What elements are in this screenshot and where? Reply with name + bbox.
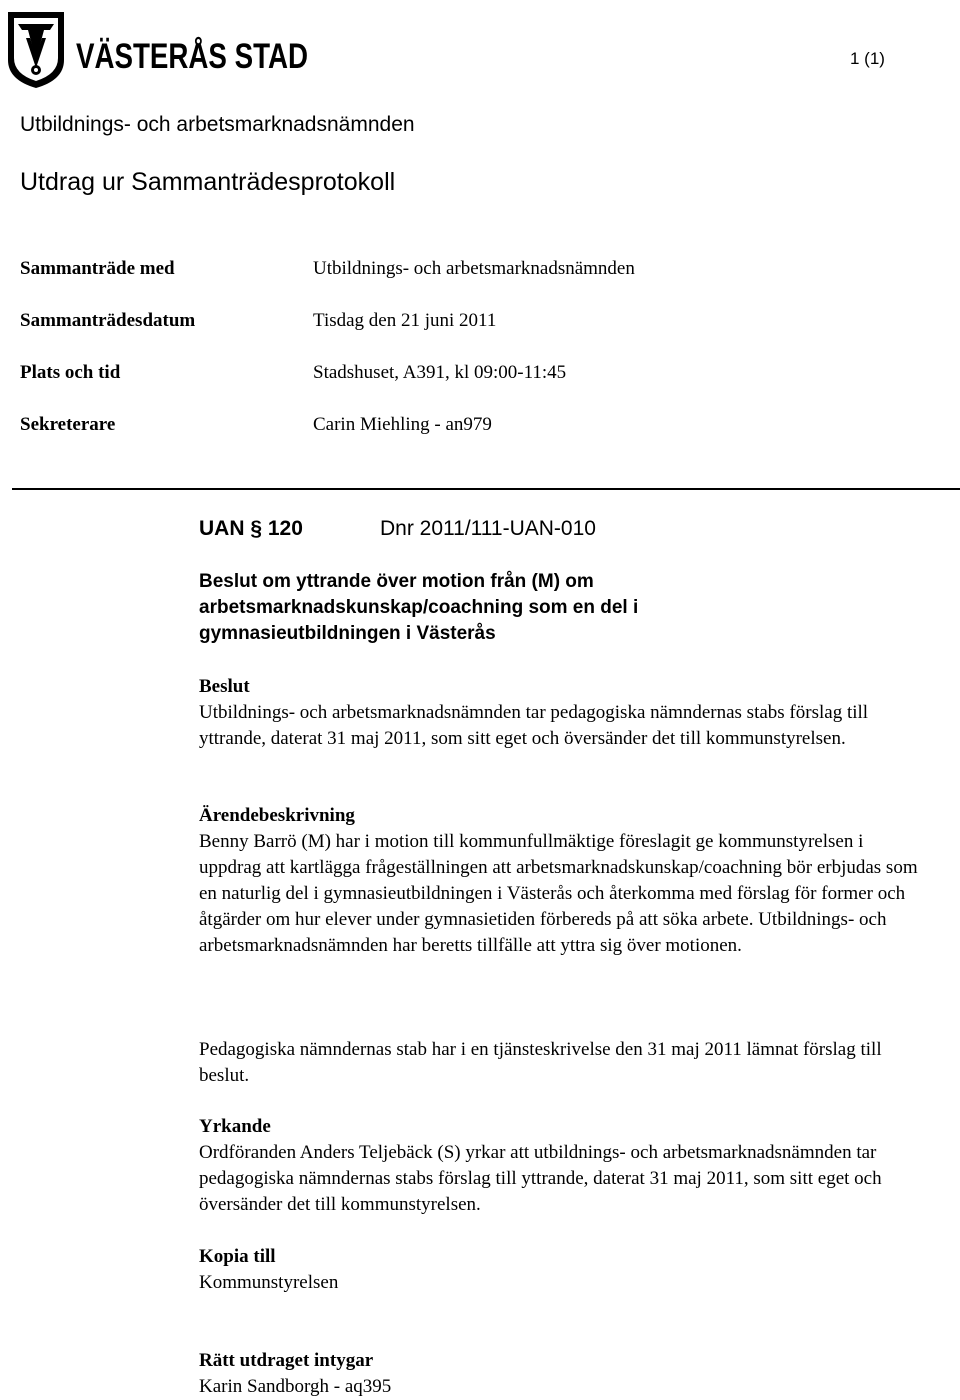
arende-text-2: Pedagogiska nämndernas stab har i en tjänsteskrivelse den 31 maj 2011 lämnat förslag till beslut.: [199, 1039, 882, 1086]
svg-text:VÄSTERÅS STAD: VÄSTERÅS STAD: [76, 37, 369, 76]
case-id: UAN § 120: [199, 517, 303, 540]
intygar-text: Karin Sandborgh - aq395: [199, 1376, 392, 1397]
date-label: Sammanträdesdatum: [20, 310, 196, 331]
place-value: Stadshuset, A391, kl 09:00-11:45: [313, 362, 567, 383]
arende-heading: Ärendebeskrivning: [199, 805, 355, 826]
case-dnr: Dnr 2011/111-UAN-010: [380, 517, 596, 540]
intygar-heading: Rätt utdraget intygar: [199, 1350, 374, 1371]
vasteras-stad-logo: [6, 8, 369, 90]
divider: [12, 488, 960, 490]
section-intygar: [199, 1348, 929, 1400]
place-label: Plats och tid: [20, 362, 121, 383]
date-value: Tisdag den 21 juni 2011: [313, 310, 497, 331]
yrkande-heading: Yrkande: [199, 1116, 271, 1137]
secretary-label: Sekreterare: [20, 414, 116, 435]
section-arendebeskrivning: [199, 803, 929, 959]
arende-text-1: Benny Barrö (M) har i motion till kommunfullmäktige föreslagit ge kommunstyrelsen i uppdrag att kartlägga frågeställningen att arbetsmarknadskunskap/coachning bör erbjudas som en naturlig del i gymnasieutbildningen i Västerås och återkomma med förslag för former och åtgärder om hur elever under gymnasietiden förbereds på att söka arbete. Utbildnings- och arbetsmarknadsnämnden har beretts tillfälle att yttra sig över motionen.: [199, 831, 918, 956]
case-title: Beslut om yttrande över motion från (M) om arbetsmarknadskunskap/coachning som en del i gymnasieutbildningen i Västerås: [199, 571, 639, 644]
kopia-heading: Kopia till: [199, 1246, 276, 1267]
kopia-text: Kommunstyrelsen: [199, 1272, 339, 1293]
beslut-text: Utbildnings- och arbetsmarknadsnämnden tar pedagogiska nämndernas stabs förslag till yttrande, daterat 31 maj 2011, som sitt eget och översänder det till kommunstyrelsen.: [199, 702, 869, 749]
committee-name: Utbildnings- och arbetsmarknadsnämnden: [20, 113, 415, 136]
section-kopia: [199, 1244, 929, 1296]
section-arende-stab: [199, 1037, 929, 1089]
document-title: Utdrag ur Sammanträdesprotokoll: [20, 168, 396, 196]
yrkande-text: Ordföranden Anders Teljebäck (S) yrkar att utbildnings- och arbetsmarknadsnämnden tar pedagogiska nämndernas stabs förslag till yttrande, daterat 31 maj 2011, som sitt eget och översänder det till kommunstyrelsen.: [199, 1142, 882, 1215]
beslut-heading: Beslut: [199, 676, 250, 697]
meeting-label: Sammanträde med: [20, 258, 175, 279]
section-yrkande: [199, 1114, 929, 1218]
meeting-value: Utbildnings- och arbetsmarknadsnämnden: [313, 258, 635, 279]
page-number: 1 (1): [850, 49, 885, 68]
secretary-value: Carin Miehling - an979: [313, 414, 492, 435]
section-beslut: [199, 674, 929, 752]
